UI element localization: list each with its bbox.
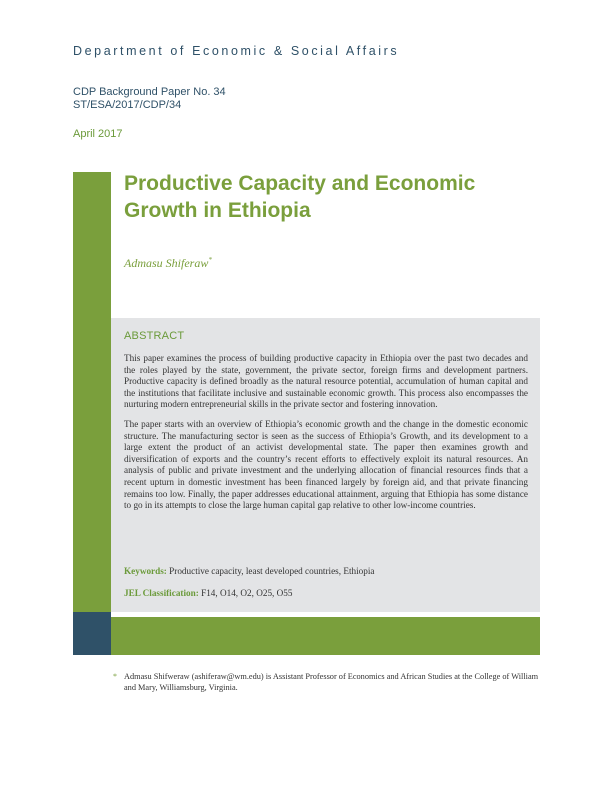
abstract-heading: ABSTRACT [124,330,185,342]
abstract-paragraph-2: The paper starts with an overview of Ethiopia’s economic growth and the change in the domestic economic structure. The manufacturing sector is seen as the success of Ethiopia’s Growth, and its development to a large extent the product of an activist developmental state. The paper then examines growth and diversification of exports and the country’s recent efforts to effectively exploit its natural resources. An analysis of public and private investment and the underlying allocation of financial resources finds that a recent upturn in domestic investment has been financed largely by foreign aid, and that private financing remains too low. Finally, the paper addresses educational attainment, arguing that Ethiopia has some distance to go in its attempts to close the large human capital gap relative to other low-income countries. [124,418,528,511]
blue-corner-block [73,612,111,655]
author-footnote-mark: * [208,256,212,264]
document-symbol: ST/ESA/2017/CDP/34 [73,99,182,111]
keywords-line [124,566,528,576]
green-side-bar [73,172,111,612]
author-text: Admasu Shiferaw [124,256,209,270]
abstract-paragraph-1: This paper examines the process of building productive capacity in Ethiopia over the past two decades and the roles played by the state, government, the private sector, foreign firms and development partners. Productive capacity is defined broadly as the natural resource potential, accumulation of human capital and the institutions that facilitate inclusive and sustainable economic growth. This process also encompasses the nurturing modern entrepreneurial skills in the private sector and fostering innovation. [124,353,528,410]
title-line-1: Productive Capacity and Economic [124,172,476,195]
paper-title [124,170,534,224]
department-header: Department of Economic & Social Affairs [73,44,400,58]
footnote-text: Admasu Shifweraw (ashiferaw@wm.edu) is Assistant Professor of Economics and African Studies at the College of William and Mary, Williamsburg, Virginia. [124,672,539,692]
jel-label: JEL Classification: [124,588,199,598]
title-line-2: Growth in Ethiopia [124,199,311,222]
author-footnote [113,671,540,693]
jel-value: F14, O14, O2, O25, O55 [201,588,293,598]
abstract-body [124,353,528,520]
abstract-box [111,318,540,612]
keywords-value: Productive capacity, least developed countries, Ethiopia [169,566,375,576]
green-bottom-bar [111,617,540,655]
publication-date: April 2017 [73,128,123,140]
jel-line [124,588,528,598]
series-number: CDP Background Paper No. 34 [73,86,226,98]
series-info [73,86,226,112]
footnote-mark: * [113,672,117,681]
keywords-label: Keywords: [124,566,167,576]
author-name [124,256,212,271]
